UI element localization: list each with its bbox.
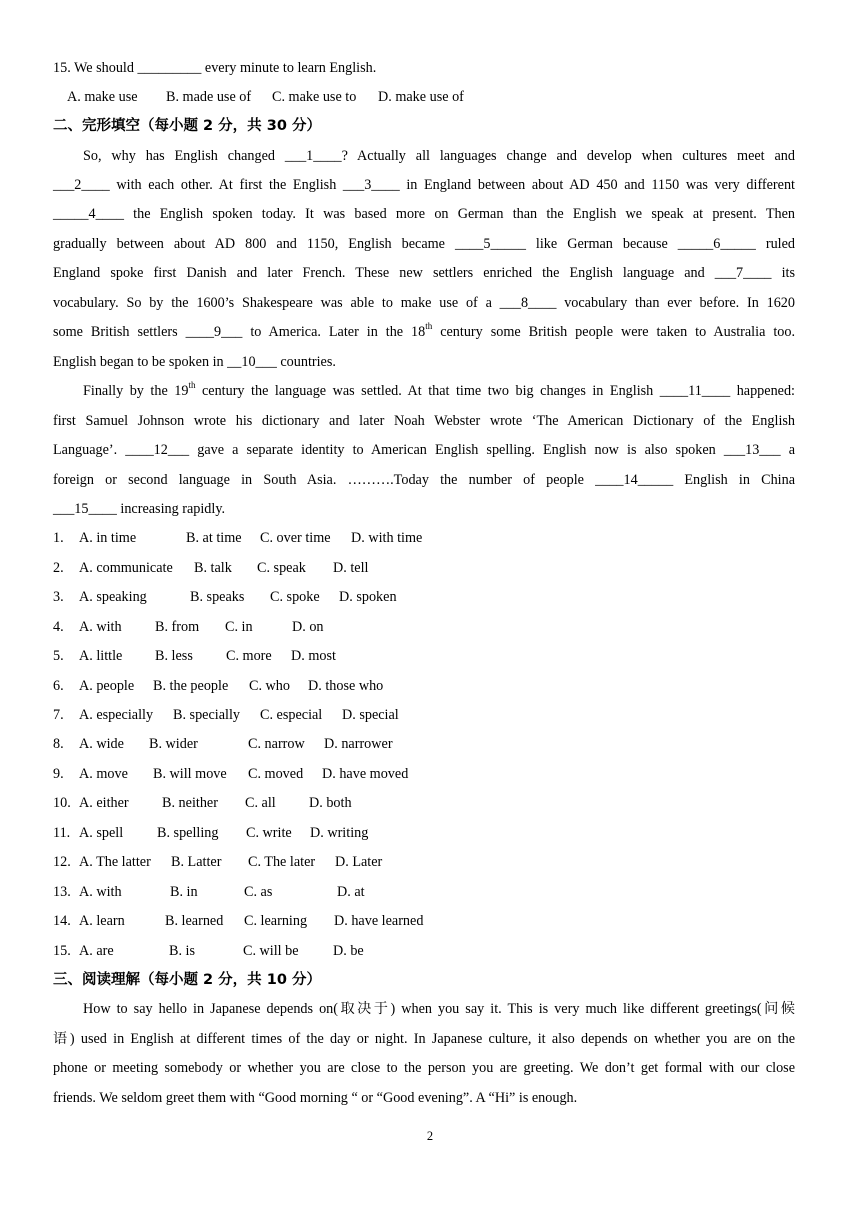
cloze-p2-line-1-b: century the language was settled. At that time two big changes in English ____11____ happened: <box>195 383 795 399</box>
cloze-p2-line-1-a: Finally by the 19 <box>83 383 189 399</box>
cloze-question-option: B. neither <box>162 795 218 811</box>
q15-stem: 15. We should _________ every minute to learn English. <box>53 60 377 76</box>
cloze-question-option: C. over time <box>260 530 331 546</box>
cloze-line-7-a: some British settlers ____9___ to America. Later in the 18 <box>53 324 426 340</box>
cloze-line-8: English began to be spoken in __10___ countries. <box>53 354 336 370</box>
cloze-question-option: B. Latter <box>171 854 222 870</box>
cloze-question-option: C. in <box>225 619 253 635</box>
cloze-question-option: B. wider <box>149 736 198 752</box>
cloze-question-number: 1. <box>53 530 64 546</box>
q15-option-a: A. make use <box>67 89 138 105</box>
cloze-p2-line-4: foreign or second language in South Asia. ……….Today the number of people ____14_____ English in China <box>53 472 795 488</box>
cloze-question-option: D. both <box>309 795 352 811</box>
cloze-question-option: A. especially <box>79 707 154 723</box>
cloze-question-option: A. learn <box>79 913 125 929</box>
cloze-line-2: ___2____ with each other. At first the English ___3____ in England between about AD 450 and 1150 was very different <box>53 177 795 193</box>
cloze-question-option: C. will be <box>243 943 299 959</box>
reading-line-4: friends. We seldom greet them with “Good morning “ or “Good evening”. A “Hi” is enough. <box>53 1090 578 1106</box>
cloze-question-option: A. people <box>79 678 135 694</box>
cloze-question-option: D. with time <box>351 530 423 546</box>
cloze-line-7 <box>53 322 795 342</box>
cloze-question-option: A. either <box>79 795 129 811</box>
cloze-question-option: B. learned <box>165 913 224 929</box>
cloze-question-option: D. spoken <box>339 589 397 605</box>
cloze-question-option: C. especial <box>260 707 323 723</box>
cloze-question-number: 12. <box>53 854 71 870</box>
reading-line-1: How to say hello in Japanese depends on(取决于) when you say it. This is very much like different greetings(问候 <box>83 1001 795 1017</box>
q15-option-b: B. made use of <box>166 89 252 105</box>
cloze-question-option: D. be <box>333 943 364 959</box>
cloze-question-option: D. tell <box>333 560 369 576</box>
superscript-th: th <box>188 380 196 391</box>
section3-heading: 三、阅读理解（每小题 2 分，共 10 分） <box>53 972 321 988</box>
cloze-question-option: C. speak <box>257 560 306 576</box>
cloze-question-number: 9. <box>53 766 64 782</box>
cloze-question-option: B. less <box>155 648 193 664</box>
cloze-question-option: A. speaking <box>79 589 147 605</box>
cloze-line-4: gradually between about AD 800 and 1150, English became ____5_____ like German because _____6_____ ruled <box>53 236 795 252</box>
cloze-p2-line-2: first Samuel Johnson wrote his dictionary and later Noah Webster wrote ‘The American Dictionary of the English <box>53 413 795 429</box>
cloze-question-number: 10. <box>53 795 71 811</box>
cloze-question-option: D. special <box>342 707 399 723</box>
cloze-question-option: B. specially <box>173 707 240 723</box>
cloze-question-option: C. write <box>246 825 292 841</box>
cloze-question-option: D. have learned <box>334 913 424 929</box>
cloze-question-option: B. spelling <box>157 825 219 841</box>
cloze-question-option: B. talk <box>194 560 232 576</box>
cloze-question-number: 6. <box>53 678 64 694</box>
reading-line-3: phone or meeting somebody or whether you are close to the person you are greeting. We don’t get formal with our close <box>53 1060 795 1076</box>
q15-option-d: D. make use of <box>378 89 464 105</box>
cloze-question-option: A. communicate <box>79 560 173 576</box>
section2-heading: 二、完形填空（每小题 2 分，共 30 分） <box>53 118 321 134</box>
cloze-question-number: 13. <box>53 884 71 900</box>
cloze-question-option: C. spoke <box>270 589 320 605</box>
cloze-question-option: D. Later <box>335 854 383 870</box>
cloze-question-option: C. narrow <box>248 736 305 752</box>
cloze-question-option: A. with <box>79 619 122 635</box>
cloze-question-option: C. all <box>245 795 276 811</box>
cloze-line-6: vocabulary. So by the 1600’s Shakespeare was able to make use of a ___8____ vocabulary than ever before. In 1620 <box>53 295 795 311</box>
cloze-question-option: B. in <box>170 884 198 900</box>
cloze-p2-line-1 <box>83 381 795 401</box>
q15-option-c: C. make use to <box>272 89 357 105</box>
cloze-question-option: B. from <box>155 619 200 635</box>
cloze-question-option: B. will move <box>153 766 227 782</box>
cloze-question-option: B. at time <box>186 530 242 546</box>
cloze-question-option: A. move <box>79 766 128 782</box>
cloze-question-option: D. narrower <box>324 736 393 752</box>
cloze-question-option: B. the people <box>153 678 229 694</box>
cloze-question-number: 2. <box>53 560 64 576</box>
cloze-line-5: England spoke first Danish and later French. These new settlers enriched the English language and ___7____ its <box>53 265 795 281</box>
page-number: 2 <box>426 1129 434 1143</box>
cloze-question-number: 15. <box>53 943 71 959</box>
cloze-question-option: D. on <box>292 619 324 635</box>
cloze-question-option: B. speaks <box>190 589 245 605</box>
cloze-question-number: 4. <box>53 619 64 635</box>
cloze-question-number: 3. <box>53 589 64 605</box>
reading-line-2: 语) used in English at different times of the day or night. In Japanese culture, it also depends on whether you are on the <box>53 1031 795 1047</box>
cloze-question-option: A. in time <box>79 530 137 546</box>
cloze-question-number: 14. <box>53 913 71 929</box>
cloze-question-option: C. who <box>249 678 290 694</box>
cloze-question-option: D. have moved <box>322 766 409 782</box>
cloze-line-7-b: century some British people were taken to Australia too. <box>432 324 795 340</box>
cloze-question-option: D. at <box>337 884 365 900</box>
cloze-question-number: 8. <box>53 736 64 752</box>
cloze-question-option: C. learning <box>244 913 308 929</box>
cloze-question-option: A. spell <box>79 825 124 841</box>
cloze-question-option: A. are <box>79 943 114 959</box>
cloze-question-option: D. most <box>291 648 336 664</box>
cloze-p2-line-3: Language’. ____12___ gave a separate identity to American English spelling. English now is also spoken ___13___ a <box>53 442 795 458</box>
cloze-line-3: _____4____ the English spoken today. It was based more on German than the English we speak at present. Then <box>53 206 795 222</box>
cloze-question-number: 11. <box>53 825 71 841</box>
cloze-question-option: C. The later <box>248 854 316 870</box>
superscript-th: th <box>425 321 433 332</box>
cloze-question-option: A. with <box>79 884 122 900</box>
cloze-question-option: A. little <box>79 648 123 664</box>
cloze-question-option: D. writing <box>310 825 369 841</box>
cloze-question-number: 5. <box>53 648 64 664</box>
cloze-question-option: C. as <box>244 884 273 900</box>
cloze-question-option: B. is <box>169 943 196 959</box>
cloze-question-option: C. more <box>226 648 272 664</box>
cloze-question-option: A. wide <box>79 736 124 752</box>
cloze-question-option: D. those who <box>308 678 384 694</box>
cloze-p2-line-5: ___15____ increasing rapidly. <box>53 501 226 517</box>
cloze-question-option: A. The latter <box>79 854 151 870</box>
cloze-line-1: So, why has English changed ___1____? Actually all languages change and develop when cultures meet and <box>83 148 795 164</box>
cloze-question-number: 7. <box>53 707 64 723</box>
cloze-question-option: C. moved <box>248 766 304 782</box>
